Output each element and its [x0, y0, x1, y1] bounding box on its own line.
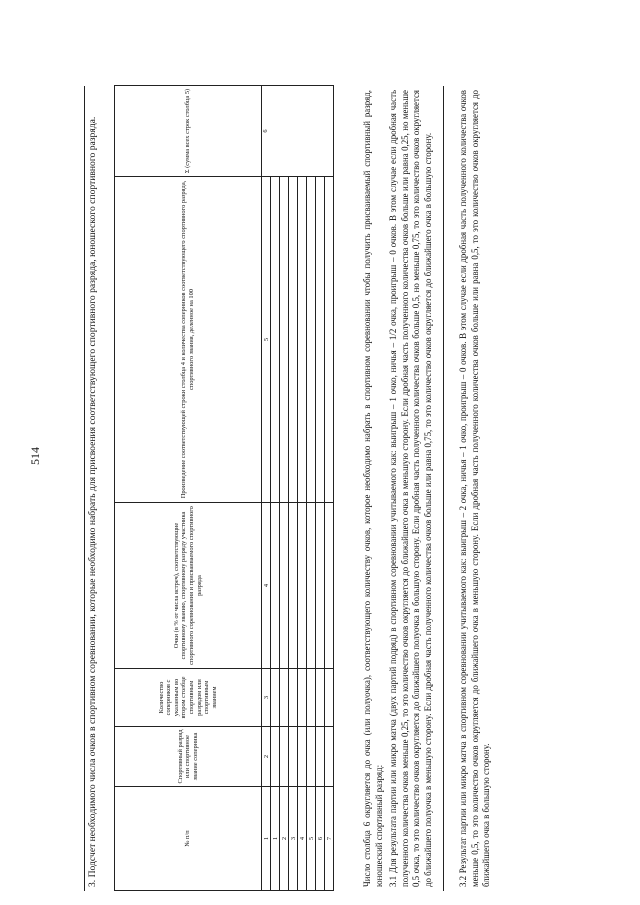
- paragraph-intro: Число столбца 6 округляется до очка (или полуочка), соответствующего количеству очков, которое необходимо набрать в спортивном соревновании чтобы получить присваиваемый спортивный разряд, юношеский спортивный разряд:: [362, 90, 384, 887]
- table-row: [316, 86, 325, 891]
- page-number: 514: [28, 447, 42, 465]
- row-number: 6: [316, 787, 325, 891]
- column-number: 3: [262, 669, 271, 727]
- row-number: 3: [289, 787, 298, 891]
- row-number: 7: [325, 787, 334, 891]
- header-number: № п/п: [115, 787, 262, 891]
- section-heading: 3. Подсчет необходимого числа очков в спортивном соревновании, которые необходимо набрать для присвоения соответствующего спортивного разряда, юношеского спортивного разряда.: [87, 116, 98, 887]
- header-product: Произведение соответствующей строки столбца 4 и количества соперников соответствующего спортивного разряда, спортивного звания, деленное на 100: [115, 177, 262, 503]
- table-header-row: [115, 86, 262, 891]
- column-number: 5: [262, 177, 271, 503]
- row-number: 4: [298, 787, 307, 891]
- table-row: [289, 86, 298, 891]
- row-number: 2: [280, 787, 289, 891]
- points-table: [114, 85, 334, 891]
- paragraph-3-1: 3.1 Для результата партии или микро матча (двух партий подряд) в спортивном соревновании учитываемого как: выигрыш – 1 очко, ничья – 1/2 очка, проигрыш – 0 очков. В этом случае если дробная часть полученного количества очков меньше 0,25, то это количество очков округляется до ближайшего очка в меньшую сторону. Если дробная часть полученного количества очков больше или равна 0,25, но меньше 0,5 очка, то это количество очков округляется до ближайшего полуочка в большую сторону. Если дробная часть полученного количества очков больше 0,5, но меньше 0,75, то это количество очков округляется до ближайшего полуочка в меньшую сторону. Если дробная часть полученного количества очков больше или равна 0,75, то это количество очков округляется до ближайшего очка в большую сторону.: [388, 90, 433, 887]
- table-row: [307, 86, 316, 891]
- table-row: [271, 86, 280, 891]
- page-content: [84, 86, 492, 891]
- column-number: 4: [262, 503, 271, 669]
- paragraph-3-2: 3.2 Результат партии или микро матча в спортивном соревновании учитываемого как: выигрыш – 2 очка, ничья – 1 очко, проигрыш – 0 очков. В этом случае если дробная часть полученного количества очков меньше 0,5, то это количество очков округляется до ближайшего очка в меньшую сторону. Если дробная часть полученного количества очков больше или равна 0,5, то это количество очков округляется до ближайшего очка в большую сторону.: [458, 90, 492, 887]
- table-row: [325, 86, 334, 891]
- table-row: [280, 86, 289, 891]
- header-opponent-count: Количество соперников с указанным во втором столбце спортивным разрядом или спортивным званием: [115, 669, 262, 727]
- rotated-page: [84, 86, 492, 891]
- column-number: 2: [262, 727, 271, 787]
- header-opponent-rank: Спортивный разряд или спортивное звание соперника: [115, 727, 262, 787]
- row-number: 1: [271, 787, 280, 891]
- header-points-percent: Очки (в % от числа встреч), соответствующие спортивному званию, спортивному разряду участника спортивного соревнования и присваиваемого спортивного разряда: [115, 503, 262, 669]
- table-row: [298, 86, 307, 891]
- column-number: 1: [262, 787, 271, 891]
- column-number-row: [262, 86, 271, 891]
- header-sum: Σ (сумма всех строк столбца 5): [115, 86, 262, 177]
- row-number: 5: [307, 787, 316, 891]
- column-number: 6: [262, 86, 334, 177]
